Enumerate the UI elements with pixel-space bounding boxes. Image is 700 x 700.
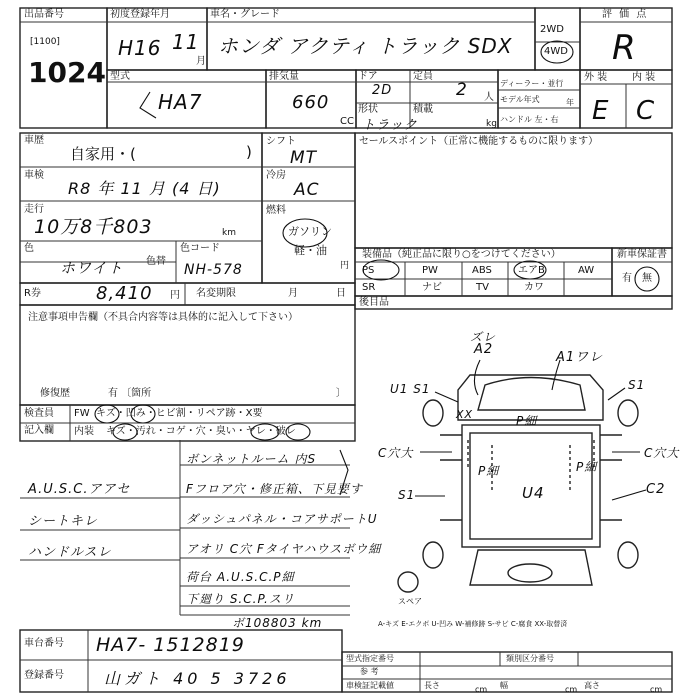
warranty-label: 新車保証書 bbox=[617, 249, 667, 260]
notes-label: 注意事項申告欄（不具合内容等は具体的に記入して下さい） bbox=[28, 312, 298, 323]
first-registration-year: H16 bbox=[118, 36, 162, 60]
plate-number: 山ガト 40 5 3726 bbox=[104, 669, 291, 688]
equip-sr: SR bbox=[362, 282, 376, 293]
mark-u1s1: U1 S1 bbox=[390, 382, 431, 396]
model-label: 型式 bbox=[110, 71, 130, 82]
mileage-unit: km bbox=[222, 228, 236, 238]
mark-c2: C2 bbox=[646, 482, 666, 497]
interior-grade: C bbox=[636, 96, 656, 126]
first-registration-month: 11 bbox=[172, 30, 200, 54]
displacement: 660 bbox=[292, 92, 330, 113]
inspector-fw-label: FW bbox=[74, 408, 90, 419]
chassis-label: 車台番号 bbox=[24, 638, 64, 649]
inspector-int-items: キズ・汚れ・コゲ・穴・臭い・ヤレ・破レ bbox=[106, 426, 296, 437]
equip-tv: TV bbox=[476, 282, 489, 293]
shift-label: シフト bbox=[266, 136, 296, 147]
fuel-label: 燃料 bbox=[266, 205, 286, 216]
mark-s1-left: S1 bbox=[398, 488, 416, 502]
score: R bbox=[612, 28, 637, 68]
equip-ps: PS bbox=[362, 265, 375, 276]
mark-s1-fr: S1 bbox=[628, 378, 646, 392]
dealer-label: ディーラー・並行 bbox=[500, 79, 564, 88]
inspector-label-2: 記入欄 bbox=[24, 425, 54, 436]
spare-label: スペア bbox=[398, 597, 422, 606]
mark-p-fine-right: P細 bbox=[576, 460, 598, 474]
repair-value: 有 〔箇所 bbox=[108, 388, 152, 399]
remark-left-2: シートキレ bbox=[28, 514, 98, 529]
door-label: ドア bbox=[358, 71, 378, 82]
type-cert-label: 型式指定番号 bbox=[346, 654, 394, 663]
color-change-label: 色替 bbox=[146, 256, 166, 267]
equip-navi: ナビ bbox=[422, 282, 442, 293]
shape-label: 形状 bbox=[358, 104, 378, 115]
remark-right-2: Fフロア穴・修正箱、下見要す bbox=[186, 482, 363, 496]
model-year-unit: 年 bbox=[566, 98, 574, 107]
height-label: 高さ bbox=[584, 681, 600, 690]
capacity-unit: 人 bbox=[484, 92, 494, 103]
inspector-label-1: 検査員 bbox=[24, 408, 54, 419]
length-unit: cm bbox=[475, 685, 488, 694]
capacity-label: 定員 bbox=[413, 71, 433, 82]
mileage: 10万8千803 bbox=[34, 216, 153, 238]
mark-xx: XX bbox=[456, 408, 474, 421]
inspection-label: 車検 bbox=[24, 170, 44, 181]
interior-label: 内 装 bbox=[632, 72, 656, 83]
equip-leather: カワ bbox=[524, 282, 544, 293]
name-change-day: 日 bbox=[336, 288, 346, 299]
remark-right-3: ダッシュパネル・コアサポートU bbox=[186, 512, 378, 526]
mark-c-hole-right: C穴大 bbox=[644, 446, 680, 460]
chassis-number: HA7- 1512819 bbox=[96, 634, 245, 656]
displacement-unit: CC bbox=[340, 116, 354, 127]
height-unit: cm bbox=[650, 685, 663, 694]
mark-a2: A2 bbox=[474, 342, 494, 357]
remark-left-3: ハンドルスレ bbox=[28, 545, 112, 560]
length-label: 長さ bbox=[424, 681, 440, 690]
inspector-fw-items: キズ・凹み・ヒビ割・リペア跡・X要 bbox=[96, 408, 263, 419]
fuel-diesel: 軽・油 bbox=[294, 244, 327, 257]
recycle-unit: 円 bbox=[170, 290, 180, 301]
remark-right-4: アオリ C穴 Fタイヤハウスボウ細 bbox=[186, 542, 382, 556]
color-label: 色 bbox=[24, 243, 34, 254]
width-label: 幅 bbox=[500, 681, 508, 690]
exterior-grade: E bbox=[592, 96, 610, 126]
load-label: 積載 bbox=[413, 104, 433, 115]
equipment-label: 装備品（純正品に限り○をつけてください） bbox=[362, 249, 561, 260]
color-code-label: 色コード bbox=[180, 243, 220, 254]
equip-abs: ABS bbox=[472, 265, 492, 276]
equip-airbag: エアB bbox=[518, 265, 545, 276]
color: ホワイト bbox=[60, 259, 124, 277]
ac: AC bbox=[294, 180, 320, 200]
warranty-yes: 有 bbox=[622, 273, 632, 284]
score-label: 評 価 点 bbox=[602, 9, 649, 20]
remark-right-6: 下廻り S.C.P.スリ bbox=[186, 592, 295, 606]
remark-right-1: ボンネットルーム 内S bbox=[186, 452, 317, 466]
equip-pw: PW bbox=[422, 265, 438, 276]
name-change-month: 月 bbox=[288, 288, 298, 299]
fuel-yen: 円 bbox=[340, 261, 350, 271]
recycle-label: R券 bbox=[24, 288, 41, 299]
mark-a1: A1ワレ bbox=[556, 350, 604, 365]
remark-right-5: 荷台 A.U.S.C.P細 bbox=[186, 570, 295, 584]
lot-number-label: 出品番号 bbox=[24, 9, 64, 20]
shift: MT bbox=[290, 148, 318, 168]
diagram-legend: A-キズ E-エクボ U-凹み W-補修跡 S-サビ C-腐食 XX-取替済 bbox=[378, 620, 568, 628]
shape: トラック bbox=[362, 118, 418, 133]
history-value: 自家用・( bbox=[70, 145, 136, 163]
color-code: NH-578 bbox=[184, 262, 243, 278]
width-unit: cm bbox=[565, 685, 578, 694]
class-label: 類別区分番号 bbox=[506, 654, 554, 663]
rear-seat-label: 後目品 bbox=[359, 297, 389, 308]
plate-label: 登録番号 bbox=[24, 670, 64, 681]
repair-close: 〕 bbox=[336, 388, 346, 399]
mark-p-fine-top: P細 bbox=[516, 414, 538, 428]
lot-number: 1024 bbox=[28, 56, 106, 89]
drive-4wd: 4WD bbox=[544, 46, 568, 57]
name-grade: ホンダ アクティ トラック SDX bbox=[218, 34, 513, 58]
ref-label: 参 考 bbox=[360, 667, 379, 676]
remark-left-1: A.U.S.C.アアセ bbox=[28, 482, 131, 497]
first-registration-month-unit: 月 bbox=[196, 56, 206, 67]
equip-aw: AW bbox=[578, 265, 595, 276]
drive-2wd: 2WD bbox=[540, 24, 564, 35]
capacity: 2 bbox=[456, 80, 468, 100]
repair-label: 修復歴 bbox=[40, 388, 70, 399]
mark-u4: U4 bbox=[522, 484, 545, 502]
remark-right-7: ボ108803 km bbox=[232, 616, 323, 630]
model-year-label: モデル年式 bbox=[500, 95, 540, 104]
name-change-label: 名変期限 bbox=[196, 288, 236, 299]
first-registration-label: 初度登録年月 bbox=[110, 9, 170, 20]
load-unit: kg bbox=[486, 119, 497, 129]
exterior-label: 外 装 bbox=[584, 72, 608, 83]
recycle-value: 8,410 bbox=[96, 283, 153, 304]
model: HA7 bbox=[158, 90, 203, 114]
mark-p-fine-left: P細 bbox=[478, 464, 500, 478]
mileage-label: 走行 bbox=[24, 204, 44, 215]
dims-label: 車検証記載値 bbox=[346, 681, 394, 690]
mark-zure: ズレ bbox=[470, 330, 497, 344]
history-label: 車歴 bbox=[24, 135, 44, 146]
inspector-int-label: 内装 bbox=[74, 426, 94, 437]
mark-c-hole-left: C穴大 bbox=[378, 446, 414, 460]
name-grade-label: 車名・グレード bbox=[210, 9, 280, 20]
lot-code: [1100] bbox=[30, 37, 60, 47]
sales-point-label: セールスポイント（正常に機能するものに限ります） bbox=[359, 136, 599, 147]
fuel-gasoline: ガソリン bbox=[288, 225, 332, 238]
car-diagram bbox=[398, 375, 638, 592]
inspection-date: R8 年 11 月 (4 日) bbox=[68, 179, 221, 198]
door: 2D bbox=[372, 83, 393, 98]
warranty-no: 無 bbox=[642, 273, 652, 284]
ac-label: 冷房 bbox=[266, 170, 286, 181]
displacement-label: 排気量 bbox=[269, 71, 299, 82]
history-close: ) bbox=[246, 143, 252, 161]
handle-label: ハンドル 左・右 bbox=[500, 115, 559, 124]
